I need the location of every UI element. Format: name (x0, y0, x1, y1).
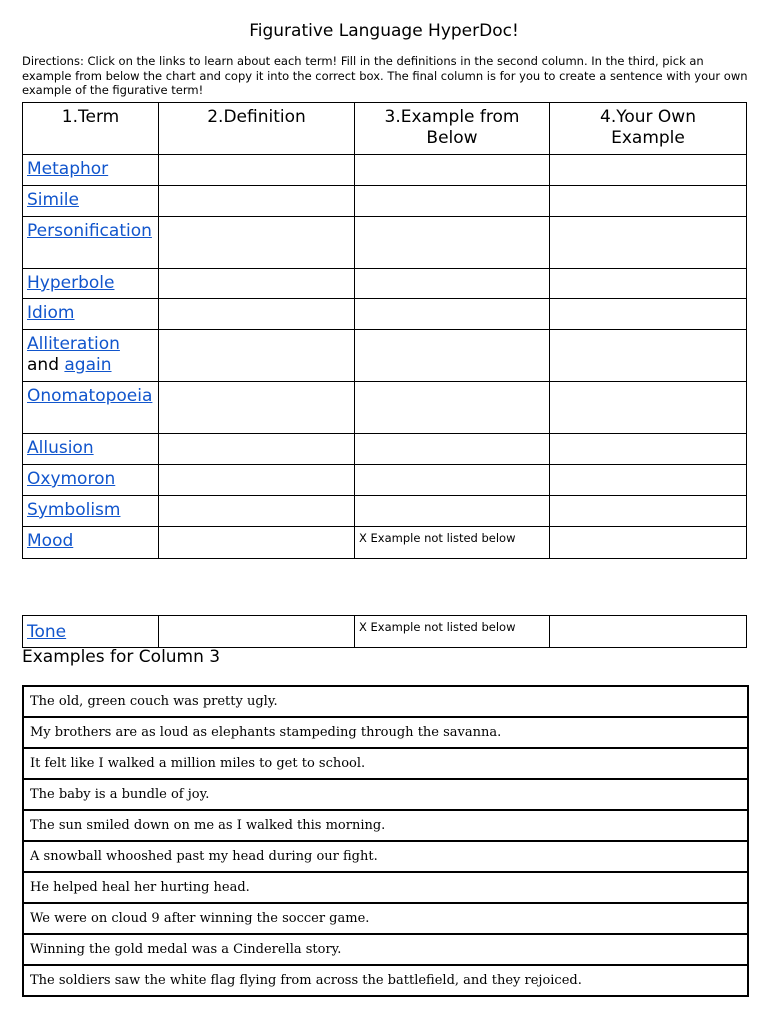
own-example-cell[interactable] (550, 186, 747, 217)
table-row (23, 841, 748, 872)
term-link-tone[interactable]: Tone (27, 622, 67, 642)
example-cell[interactable] (355, 155, 550, 186)
example-sentence: Winning the gold medal was a Cinderella story. (23, 934, 748, 965)
header-example-below: 3.Example from Below (355, 103, 550, 155)
example-sentence: My brothers are as loud as elephants stampeding through the savanna. (23, 717, 748, 748)
example-sentence: He helped heal her hurting head. (23, 872, 748, 903)
definition-cell[interactable] (159, 269, 355, 299)
definition-cell[interactable] (159, 186, 355, 217)
definition-cell[interactable] (159, 465, 355, 496)
own-example-cell[interactable] (550, 299, 747, 330)
header-term: 1.Term (23, 103, 159, 155)
table-row (23, 382, 747, 434)
own-example-cell[interactable] (550, 465, 747, 496)
table-row (23, 872, 748, 903)
table-row (23, 527, 747, 559)
term-link-simile[interactable]: Simile (27, 190, 79, 210)
example-sentence: It felt like I walked a million miles to get to school. (23, 748, 748, 779)
table-row (23, 269, 747, 299)
definition-cell[interactable] (159, 155, 355, 186)
example-cell[interactable] (355, 269, 550, 299)
definition-cell[interactable] (159, 527, 355, 559)
table-row (23, 186, 747, 217)
term-link-mood[interactable]: Mood (27, 531, 74, 551)
term-link-alliteration-again[interactable]: again (64, 355, 112, 375)
table-row (23, 779, 748, 810)
table-row (23, 686, 748, 717)
table-row (23, 616, 747, 648)
own-example-cell[interactable] (550, 434, 747, 465)
table-row (23, 299, 747, 330)
own-example-cell[interactable] (550, 155, 747, 186)
example-sentence: The soldiers saw the white flag flying from across the battlefield, and they rejoiced. (23, 965, 748, 996)
term-link-oxymoron[interactable]: Oxymoron (27, 469, 116, 489)
example-not-listed-note: X Example not listed below (355, 616, 550, 648)
example-cell[interactable] (355, 382, 550, 434)
definition-cell[interactable] (159, 299, 355, 330)
own-example-cell[interactable] (550, 382, 747, 434)
example-sentence: The sun smiled down on me as I walked this morning. (23, 810, 748, 841)
examples-heading: Examples for Column 3 (22, 647, 221, 667)
table-row (23, 748, 748, 779)
example-cell[interactable] (355, 465, 550, 496)
example-sentence: The old, green couch was pretty ugly. (23, 686, 748, 717)
definition-cell[interactable] (159, 616, 355, 648)
page-title: Figurative Language HyperDoc! (249, 21, 519, 41)
table-row (23, 434, 747, 465)
example-cell[interactable] (355, 496, 550, 527)
table-row (23, 934, 748, 965)
own-example-cell[interactable] (550, 616, 747, 648)
table-row (23, 496, 747, 527)
definition-cell[interactable] (159, 382, 355, 434)
table-row (23, 965, 748, 996)
header-row (23, 103, 747, 155)
examples-table (22, 685, 749, 997)
term-link-onomatopoeia[interactable]: Onomatopoeia (27, 386, 153, 406)
example-not-listed-note: X Example not listed below (355, 527, 550, 559)
term-link-alliteration[interactable]: Alliteration (27, 334, 120, 354)
own-example-cell[interactable] (550, 527, 747, 559)
table-row (23, 155, 747, 186)
term-link-metaphor[interactable]: Metaphor (27, 159, 109, 179)
own-example-cell[interactable] (550, 496, 747, 527)
example-cell[interactable] (355, 330, 550, 382)
tone-table (22, 615, 747, 648)
term-link-hyperbole[interactable]: Hyperbole (27, 273, 115, 293)
definition-cell[interactable] (159, 330, 355, 382)
terms-table (22, 102, 747, 559)
example-cell[interactable] (355, 434, 550, 465)
table-row (23, 903, 748, 934)
example-sentence: The baby is a bundle of joy. (23, 779, 748, 810)
term-link-idiom[interactable]: Idiom (27, 303, 75, 323)
table-row (23, 810, 748, 841)
table-row (23, 465, 747, 496)
example-cell[interactable] (355, 299, 550, 330)
directions-text: Directions: Click on the links to learn about each term! Fill in the definitions in the second column. In the third, pick an example from below the chart and copy it into the correct box. The final column is for you to create a sentence with your own example of the figurative term! (22, 54, 748, 97)
table-row (23, 217, 747, 269)
term-link-symbolism[interactable]: Symbolism (27, 500, 121, 520)
example-sentence: We were on cloud 9 after winning the soccer game. (23, 903, 748, 934)
definition-cell[interactable] (159, 217, 355, 269)
example-cell[interactable] (355, 186, 550, 217)
header-own-example: 4.Your Own Example (550, 103, 747, 155)
term-connector: and (27, 355, 59, 375)
definition-cell[interactable] (159, 496, 355, 527)
term-link-personification[interactable]: Personification (27, 221, 152, 241)
example-cell[interactable] (355, 217, 550, 269)
own-example-cell[interactable] (550, 217, 747, 269)
definition-cell[interactable] (159, 434, 355, 465)
table-row (23, 330, 747, 382)
term-link-allusion[interactable]: Allusion (27, 438, 94, 458)
own-example-cell[interactable] (550, 269, 747, 299)
table-row (23, 717, 748, 748)
example-sentence: A snowball whooshed past my head during our fight. (23, 841, 748, 872)
header-definition: 2.Definition (159, 103, 355, 155)
own-example-cell[interactable] (550, 330, 747, 382)
